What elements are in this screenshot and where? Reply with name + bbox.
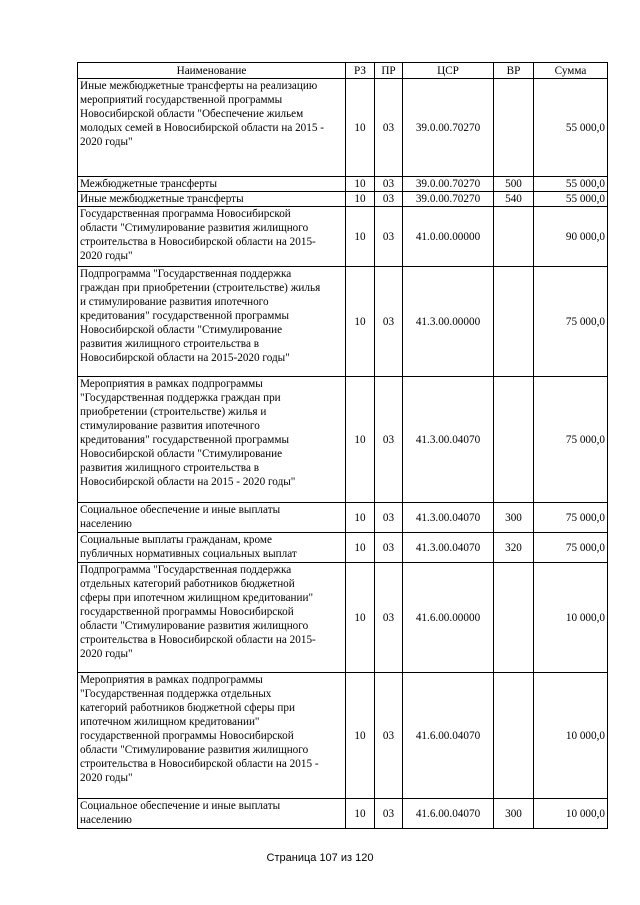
cell-vr	[494, 79, 534, 177]
cell-vr	[494, 267, 534, 377]
header-sum: Сумма	[534, 63, 608, 79]
cell-sum: 75 000,0	[534, 503, 608, 533]
table-row	[78, 533, 608, 563]
cell-csr: 41.6.00.00000	[403, 563, 494, 673]
cell-rz: 10	[346, 503, 375, 533]
cell-sum: 10 000,0	[534, 799, 608, 829]
cell-name: Мероприятия в рамках подпрограммы "Государственная поддержка отдельных категорий работников бюджетной сферы при ипотечном жилищном кредитовании" государственной программы Новосибирской области "Стимулирование развития жилищного строительства в Новосибирской области на 2015 - 2020 годы"	[78, 673, 346, 799]
header-csr: ЦСР	[403, 63, 494, 79]
cell-csr: 41.3.00.00000	[403, 267, 494, 377]
table-row	[78, 377, 608, 503]
header-rz: РЗ	[346, 63, 375, 79]
table-row	[78, 799, 608, 829]
cell-sum: 55 000,0	[534, 79, 608, 177]
cell-rz: 10	[346, 79, 375, 177]
cell-vr: 300	[494, 799, 534, 829]
header-pr: ПР	[375, 63, 403, 79]
cell-rz: 10	[346, 177, 375, 192]
table-header-row	[78, 63, 608, 79]
cell-pr: 03	[375, 267, 403, 377]
cell-vr: 500	[494, 177, 534, 192]
cell-sum: 75 000,0	[534, 267, 608, 377]
cell-sum: 10 000,0	[534, 673, 608, 799]
cell-csr: 39.0.00.70270	[403, 192, 494, 207]
table-row	[78, 207, 608, 267]
cell-csr: 41.3.00.04070	[403, 533, 494, 563]
table-row	[78, 79, 608, 177]
cell-rz: 10	[346, 533, 375, 563]
cell-pr: 03	[375, 192, 403, 207]
cell-pr: 03	[375, 533, 403, 563]
cell-csr: 39.0.00.70270	[403, 79, 494, 177]
table-row	[78, 177, 608, 192]
cell-csr: 41.3.00.04070	[403, 377, 494, 503]
cell-name: Мероприятия в рамках подпрограммы "Государственная поддержка граждан при приобретении (строительстве) жилья и стимулирование развития ипотечного кредитования" государственной программы Новосибирской области "Стимулирование развития жилищного строительства в Новосибирской области на 2015 - 2020 годы"	[78, 377, 346, 503]
cell-csr: 39.0.00.70270	[403, 177, 494, 192]
cell-pr: 03	[375, 563, 403, 673]
cell-name: Подпрограмма "Государственная поддержка граждан при приобретении (строительстве) жилья и стимулирование развития ипотечного кредитования" государственной программы Новосибирской области "Стимулирование развития жилищного строительства в Новосибирской области на 2015-2020 годы"	[78, 267, 346, 377]
table-row	[78, 503, 608, 533]
page-number-footer: Страница 107 из 120	[266, 852, 374, 864]
cell-sum: 75 000,0	[534, 533, 608, 563]
cell-name: Иные межбюджетные трансферты на реализацию мероприятий государственной программы Новосибирской области "Обеспечение жильем молодых семей в Новосибирской области на 2015 - 2020 годы"	[78, 79, 346, 177]
table-row	[78, 563, 608, 673]
cell-rz: 10	[346, 799, 375, 829]
cell-vr: 540	[494, 192, 534, 207]
cell-csr: 41.3.00.04070	[403, 503, 494, 533]
cell-vr	[494, 673, 534, 799]
cell-csr: 41.0.00.00000	[403, 207, 494, 267]
cell-name: Иные межбюджетные трансферты	[78, 192, 346, 207]
cell-sum: 55 000,0	[534, 177, 608, 192]
cell-sum: 75 000,0	[534, 377, 608, 503]
cell-pr: 03	[375, 177, 403, 192]
cell-rz: 10	[346, 563, 375, 673]
cell-sum: 10 000,0	[534, 563, 608, 673]
cell-vr	[494, 563, 534, 673]
cell-name: Социальное обеспечение и иные выплаты населению	[78, 503, 346, 533]
budget-table	[77, 62, 608, 829]
cell-rz: 10	[346, 207, 375, 267]
cell-sum: 90 000,0	[534, 207, 608, 267]
cell-pr: 03	[375, 79, 403, 177]
cell-pr: 03	[375, 799, 403, 829]
cell-rz: 10	[346, 267, 375, 377]
cell-name: Социальное обеспечение и иные выплаты населению	[78, 799, 346, 829]
cell-csr: 41.6.00.04070	[403, 673, 494, 799]
cell-vr: 300	[494, 503, 534, 533]
cell-pr: 03	[375, 377, 403, 503]
cell-rz: 10	[346, 192, 375, 207]
cell-name: Государственная программа Новосибирской области "Стимулирование развития жилищного строительства в Новосибирской области на 2015- 2020 годы"	[78, 207, 346, 267]
table-row	[78, 673, 608, 799]
cell-csr: 41.6.00.04070	[403, 799, 494, 829]
cell-name: Социальные выплаты гражданам, кроме публичных нормативных социальных выплат	[78, 533, 346, 563]
cell-rz: 10	[346, 673, 375, 799]
cell-name: Подпрограмма "Государственная поддержка отдельных категорий работников бюджетной сферы при ипотечном жилищном кредитовании" государственной программы Новосибирской области "Стимулирование развития жилищного строительства в Новосибирской области на 2015- 2020 годы"	[78, 563, 346, 673]
cell-name: Межбюджетные трансферты	[78, 177, 346, 192]
cell-pr: 03	[375, 503, 403, 533]
header-name: Наименование	[78, 63, 346, 79]
cell-pr: 03	[375, 207, 403, 267]
cell-vr: 320	[494, 533, 534, 563]
table-row	[78, 192, 608, 207]
header-vr: ВР	[494, 63, 534, 79]
cell-pr: 03	[375, 673, 403, 799]
cell-vr	[494, 207, 534, 267]
cell-sum: 55 000,0	[534, 192, 608, 207]
cell-rz: 10	[346, 377, 375, 503]
table-row	[78, 267, 608, 377]
cell-vr	[494, 377, 534, 503]
